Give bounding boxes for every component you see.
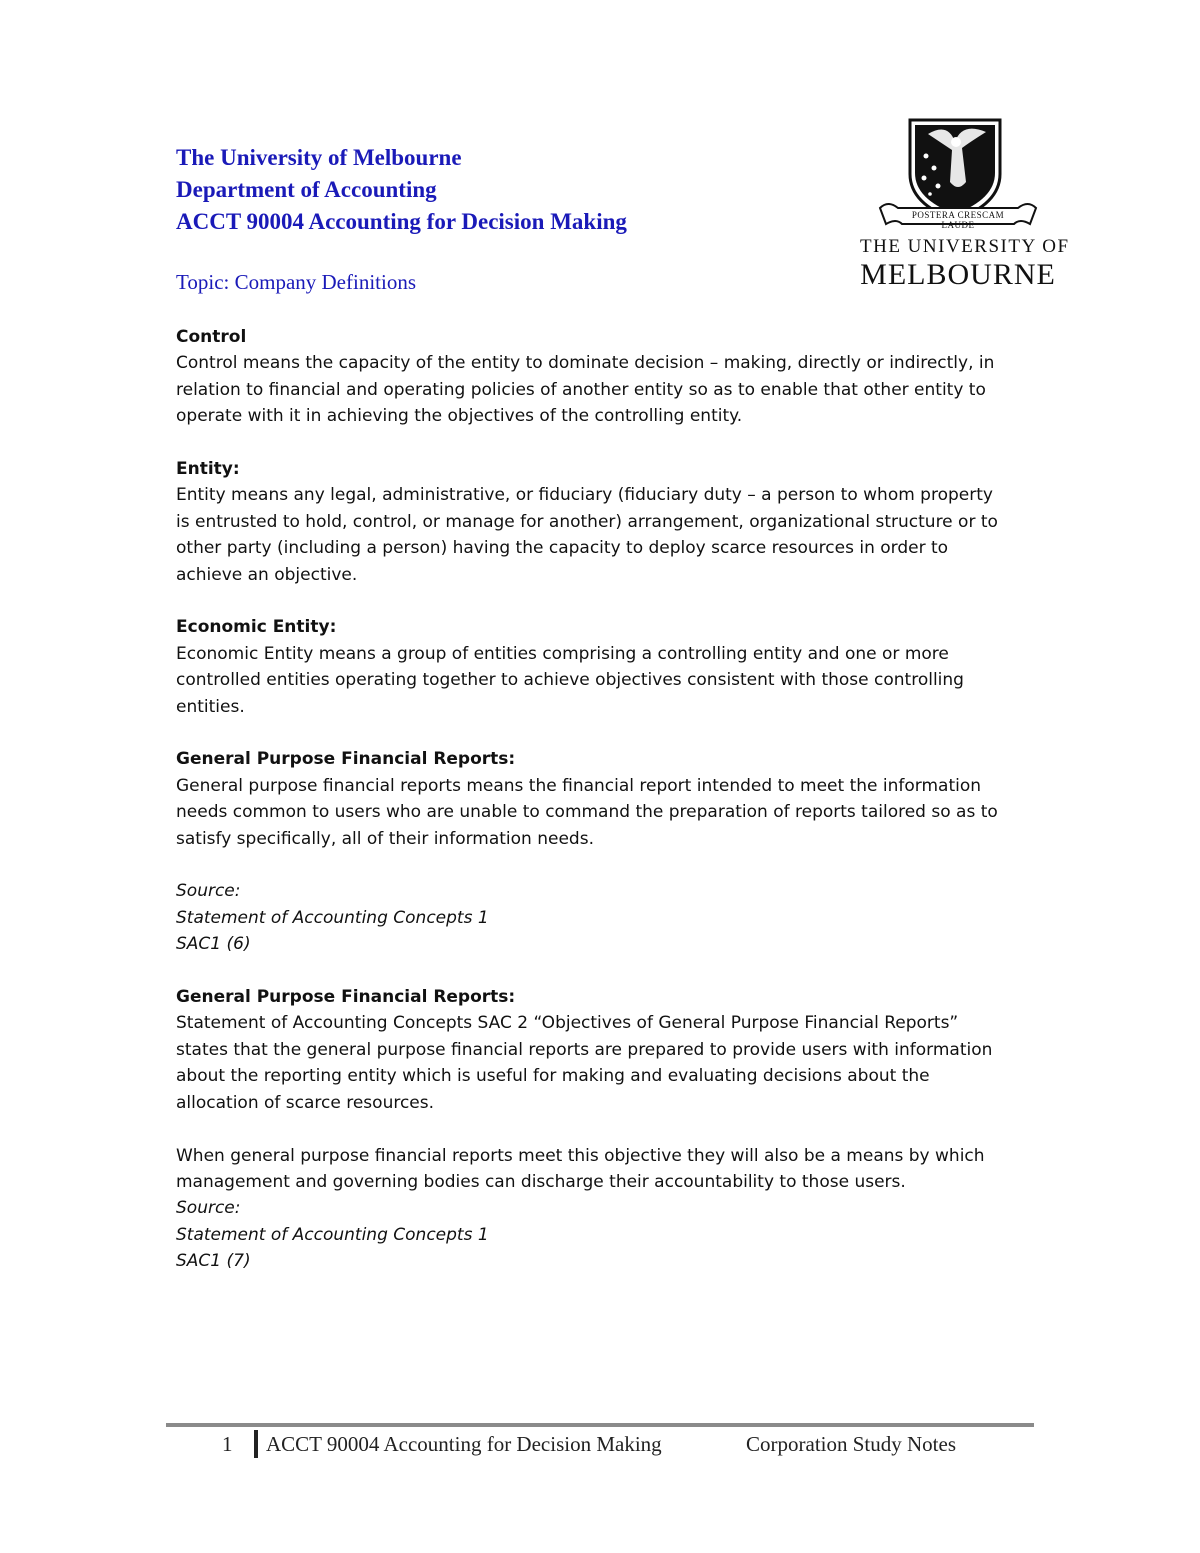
paragraph-line: allocation of scarce resources. bbox=[176, 1092, 435, 1113]
page-number: 1 bbox=[222, 1432, 233, 1456]
university-logo bbox=[858, 112, 1070, 292]
source-title: Statement of Accounting Concepts 1 bbox=[176, 1224, 489, 1245]
section-general-purpose-financial-reports-1 bbox=[176, 746, 1036, 852]
logo-wordmark-line2: MELBOURNE bbox=[860, 258, 1056, 291]
paragraph-line: relation to financial and operating policies of another entity so as to enable that other entity to bbox=[176, 379, 986, 400]
paragraph-line: needs common to users who are unable to command the preparation of reports tailored so as to bbox=[176, 802, 998, 823]
section-heading: Control bbox=[176, 327, 247, 347]
source-reference: SAC1 (7) bbox=[176, 1251, 251, 1272]
section-entity bbox=[176, 456, 1036, 588]
section-accountability bbox=[176, 1143, 1036, 1275]
source-title: Statement of Accounting Concepts 1 bbox=[176, 907, 489, 928]
crest-motto: POSTERA CRESCAM LAUDE bbox=[911, 210, 1005, 230]
section-general-purpose-financial-reports-2 bbox=[176, 984, 1036, 1116]
document-body bbox=[176, 324, 1036, 1275]
paragraph-line: about the reporting entity which is useful for making and evaluating decisions about the bbox=[176, 1066, 930, 1087]
paragraph-line: Entity means any legal, administrative, or fiduciary (fiduciary duty – a person to whom property bbox=[176, 485, 993, 506]
paragraph-line: When general purpose financial reports meet this objective they will also be a means by which bbox=[176, 1145, 985, 1166]
paragraph-line: other party (including a person) having the capacity to deploy scarce resources in order to bbox=[176, 538, 949, 559]
paragraph-line: General purpose financial reports means the financial report intended to meet the information bbox=[176, 775, 982, 796]
section-control bbox=[176, 324, 1036, 430]
document-header bbox=[176, 142, 627, 238]
topic-title: Topic: Company Definitions bbox=[176, 270, 417, 294]
paragraph-line: achieve an objective. bbox=[176, 564, 358, 585]
footer-notes: Corporation Study Notes bbox=[746, 1432, 956, 1456]
paragraph-line: satisfy specifically, all of their information needs. bbox=[176, 828, 594, 849]
section-heading: Entity: bbox=[176, 459, 240, 480]
source-label: Source: bbox=[176, 881, 241, 902]
department-title: Department of Accounting bbox=[176, 177, 437, 202]
paragraph-line: Control means the capacity of the entity to dominate decision – making, directly or indirectly, in bbox=[176, 353, 995, 374]
paragraph-line: Economic Entity means a group of entities comprising a controlling entity and one or more bbox=[176, 643, 949, 664]
footer-divider bbox=[166, 1423, 1034, 1427]
paragraph-line: is entrusted to hold, control, or manage for another) arrangement, organizational structure or to bbox=[176, 511, 998, 532]
paragraph-line: management and governing bodies can discharge their accountability to those users. bbox=[176, 1171, 906, 1192]
source-citation-1 bbox=[176, 878, 1036, 957]
section-heading: Economic Entity: bbox=[176, 617, 337, 638]
source-label: Source: bbox=[176, 1198, 241, 1219]
paragraph-line: operate with it in achieving the objectives of the controlling entity. bbox=[176, 406, 743, 427]
page-footer bbox=[0, 1430, 1200, 1460]
paragraph-line: states that the general purpose financial reports are prepared to provide users with information bbox=[176, 1039, 993, 1060]
course-title: ACCT 90004 Accounting for Decision Making bbox=[176, 209, 627, 234]
logo-wordmark-line1: THE UNIVERSITY OF bbox=[860, 236, 1070, 257]
section-economic-entity bbox=[176, 614, 1036, 720]
paragraph-line: controlled entities operating together to achieve objectives consistent with those controlling bbox=[176, 670, 964, 691]
footer-separator bbox=[254, 1430, 258, 1458]
paragraph-line: Statement of Accounting Concepts SAC 2 “Objectives of General Purpose Financial Reports” bbox=[176, 1013, 959, 1034]
university-title: The University of Melbourne bbox=[176, 145, 462, 170]
section-heading: General Purpose Financial Reports: bbox=[176, 749, 516, 770]
footer-course: ACCT 90004 Accounting for Decision Making bbox=[266, 1432, 662, 1456]
paragraph-line: entities. bbox=[176, 696, 245, 717]
section-heading: General Purpose Financial Reports: bbox=[176, 987, 516, 1008]
source-reference: SAC1 (6) bbox=[176, 934, 251, 955]
